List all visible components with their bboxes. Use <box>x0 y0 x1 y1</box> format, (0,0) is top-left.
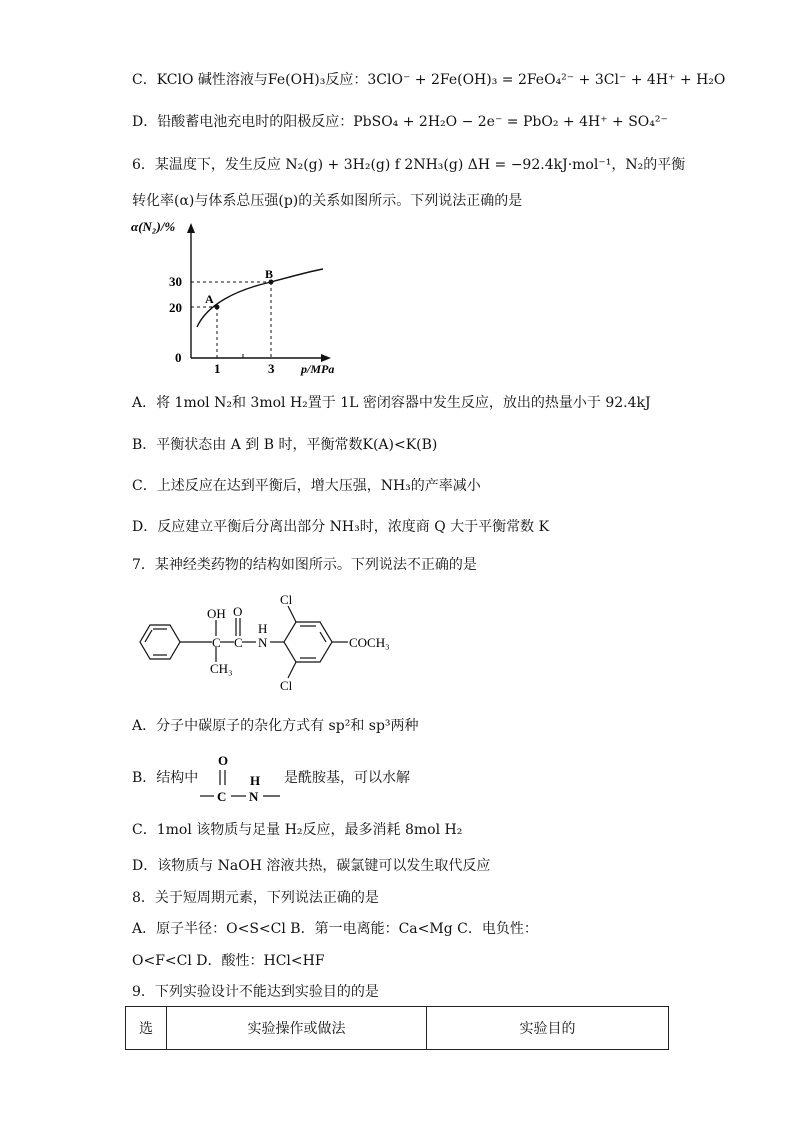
amide-o: O <box>218 753 229 768</box>
ytick-0: 0 <box>175 350 182 365</box>
option-d-q6: D．反应建立平衡后分离出部分 NH₃时，浓度商 Q 大于平衡常数 K <box>132 519 550 535</box>
table-header-row <box>126 1007 669 1050</box>
equilibrium-graph <box>125 215 365 380</box>
question-6-stem-cont: 转化率(α)与体系总压强(p)的关系如图所示。下列说法正确的是 <box>132 193 523 209</box>
coch3-label: COCH₃ <box>349 635 390 650</box>
option-a-q6: A．将 1mol N₂和 3mol H₂置于 1L 密闭容器中发生反应，放出的热量小于 92.4kJ <box>132 395 651 411</box>
option-d-q5: D．铅酸蓄电池充电时的阳极反应：PbSO₄ + 2H₂O − 2e⁻ = PbO₂ + 4H⁺ + SO₄²⁻ <box>132 114 668 130</box>
amide-n: N <box>249 789 259 804</box>
table-header-option: 选 <box>126 1007 167 1050</box>
option-c-q7: C．1mol 该物质与足量 H₂反应，最多消耗 8mol H₂ <box>132 822 463 838</box>
xtick-3: 3 <box>268 361 275 376</box>
table-header-purpose: 实验目的 <box>427 1007 669 1050</box>
option-a-q7: A．分子中碳原子的杂化方式有 sp²和 sp³两种 <box>132 718 419 734</box>
n-label: N <box>258 635 268 650</box>
amide-h: H <box>250 773 261 788</box>
point-b-label: B <box>265 267 274 281</box>
graph-ylabel: α(N₂)/% <box>131 219 176 234</box>
option-d-q7: D．该物质与 NaOH 溶液共热，碳氯键可以发生取代反应 <box>132 858 491 874</box>
point-a <box>215 305 220 310</box>
h-label: H <box>258 621 268 636</box>
ytick-20: 20 <box>169 300 182 315</box>
cl-top-label: Cl <box>280 592 293 607</box>
question-8-options-row2: O<F<Cl D．酸性：HCl<HF <box>132 953 325 969</box>
experiment-table <box>125 1006 669 1050</box>
graph-xlabel: p/MPa <box>301 362 335 376</box>
cl-bottom-label: Cl <box>280 678 293 693</box>
question-9-stem: 9．下列实验设计不能达到实验目的的是 <box>132 984 379 1000</box>
option-c-q5: C．KClO 碱性溶液与Fe(OH)₃反应：3ClO⁻ + 2Fe(OH)₃ = 2FeO₄²⁻ + 3Cl⁻ + 4H⁺ + H₂O <box>132 72 726 88</box>
amide-group-figure <box>196 752 286 804</box>
svg-text:C: C <box>234 635 243 650</box>
option-b-q7-suffix: 是酰胺基，可以水解 <box>284 770 410 786</box>
option-c-q6: C．上述反应在达到平衡后，增大压强，NH₃的产率减小 <box>132 478 481 494</box>
point-a-label: A <box>205 292 214 306</box>
oh-label: OH <box>207 606 226 621</box>
option-b-q7-prefix: B．结构中 <box>132 770 199 786</box>
amide-c: C <box>217 789 227 804</box>
question-6-stem: 6．某温度下，发生反应 N₂(g) + 3H₂(g) f 2NH₃(g) ΔH = −92.4kJ·mol⁻¹，N₂的平衡 <box>132 157 686 173</box>
table-header-operation: 实验操作或做法 <box>167 1007 427 1050</box>
question-7-stem: 7．某神经类药物的结构如图所示。下列说法不正确的是 <box>132 557 477 573</box>
ch3-label: CH₃ <box>210 661 233 676</box>
question-8-stem: 8．关于短周期元素，下列说法正确的是 <box>132 890 379 906</box>
o-label: O <box>233 604 243 619</box>
svg-text:C: C <box>212 635 221 650</box>
option-b-q6: B．平衡状态由 A 到 B 时，平衡常数K(A)<K(B) <box>132 437 438 453</box>
xtick-1: 1 <box>214 361 221 376</box>
molecule-structure <box>130 590 420 700</box>
ytick-30: 30 <box>169 274 182 289</box>
question-8-options-row1: A．原子半径：O<S<Cl B．第一电离能：Ca<Mg C．电负性： <box>132 921 538 937</box>
